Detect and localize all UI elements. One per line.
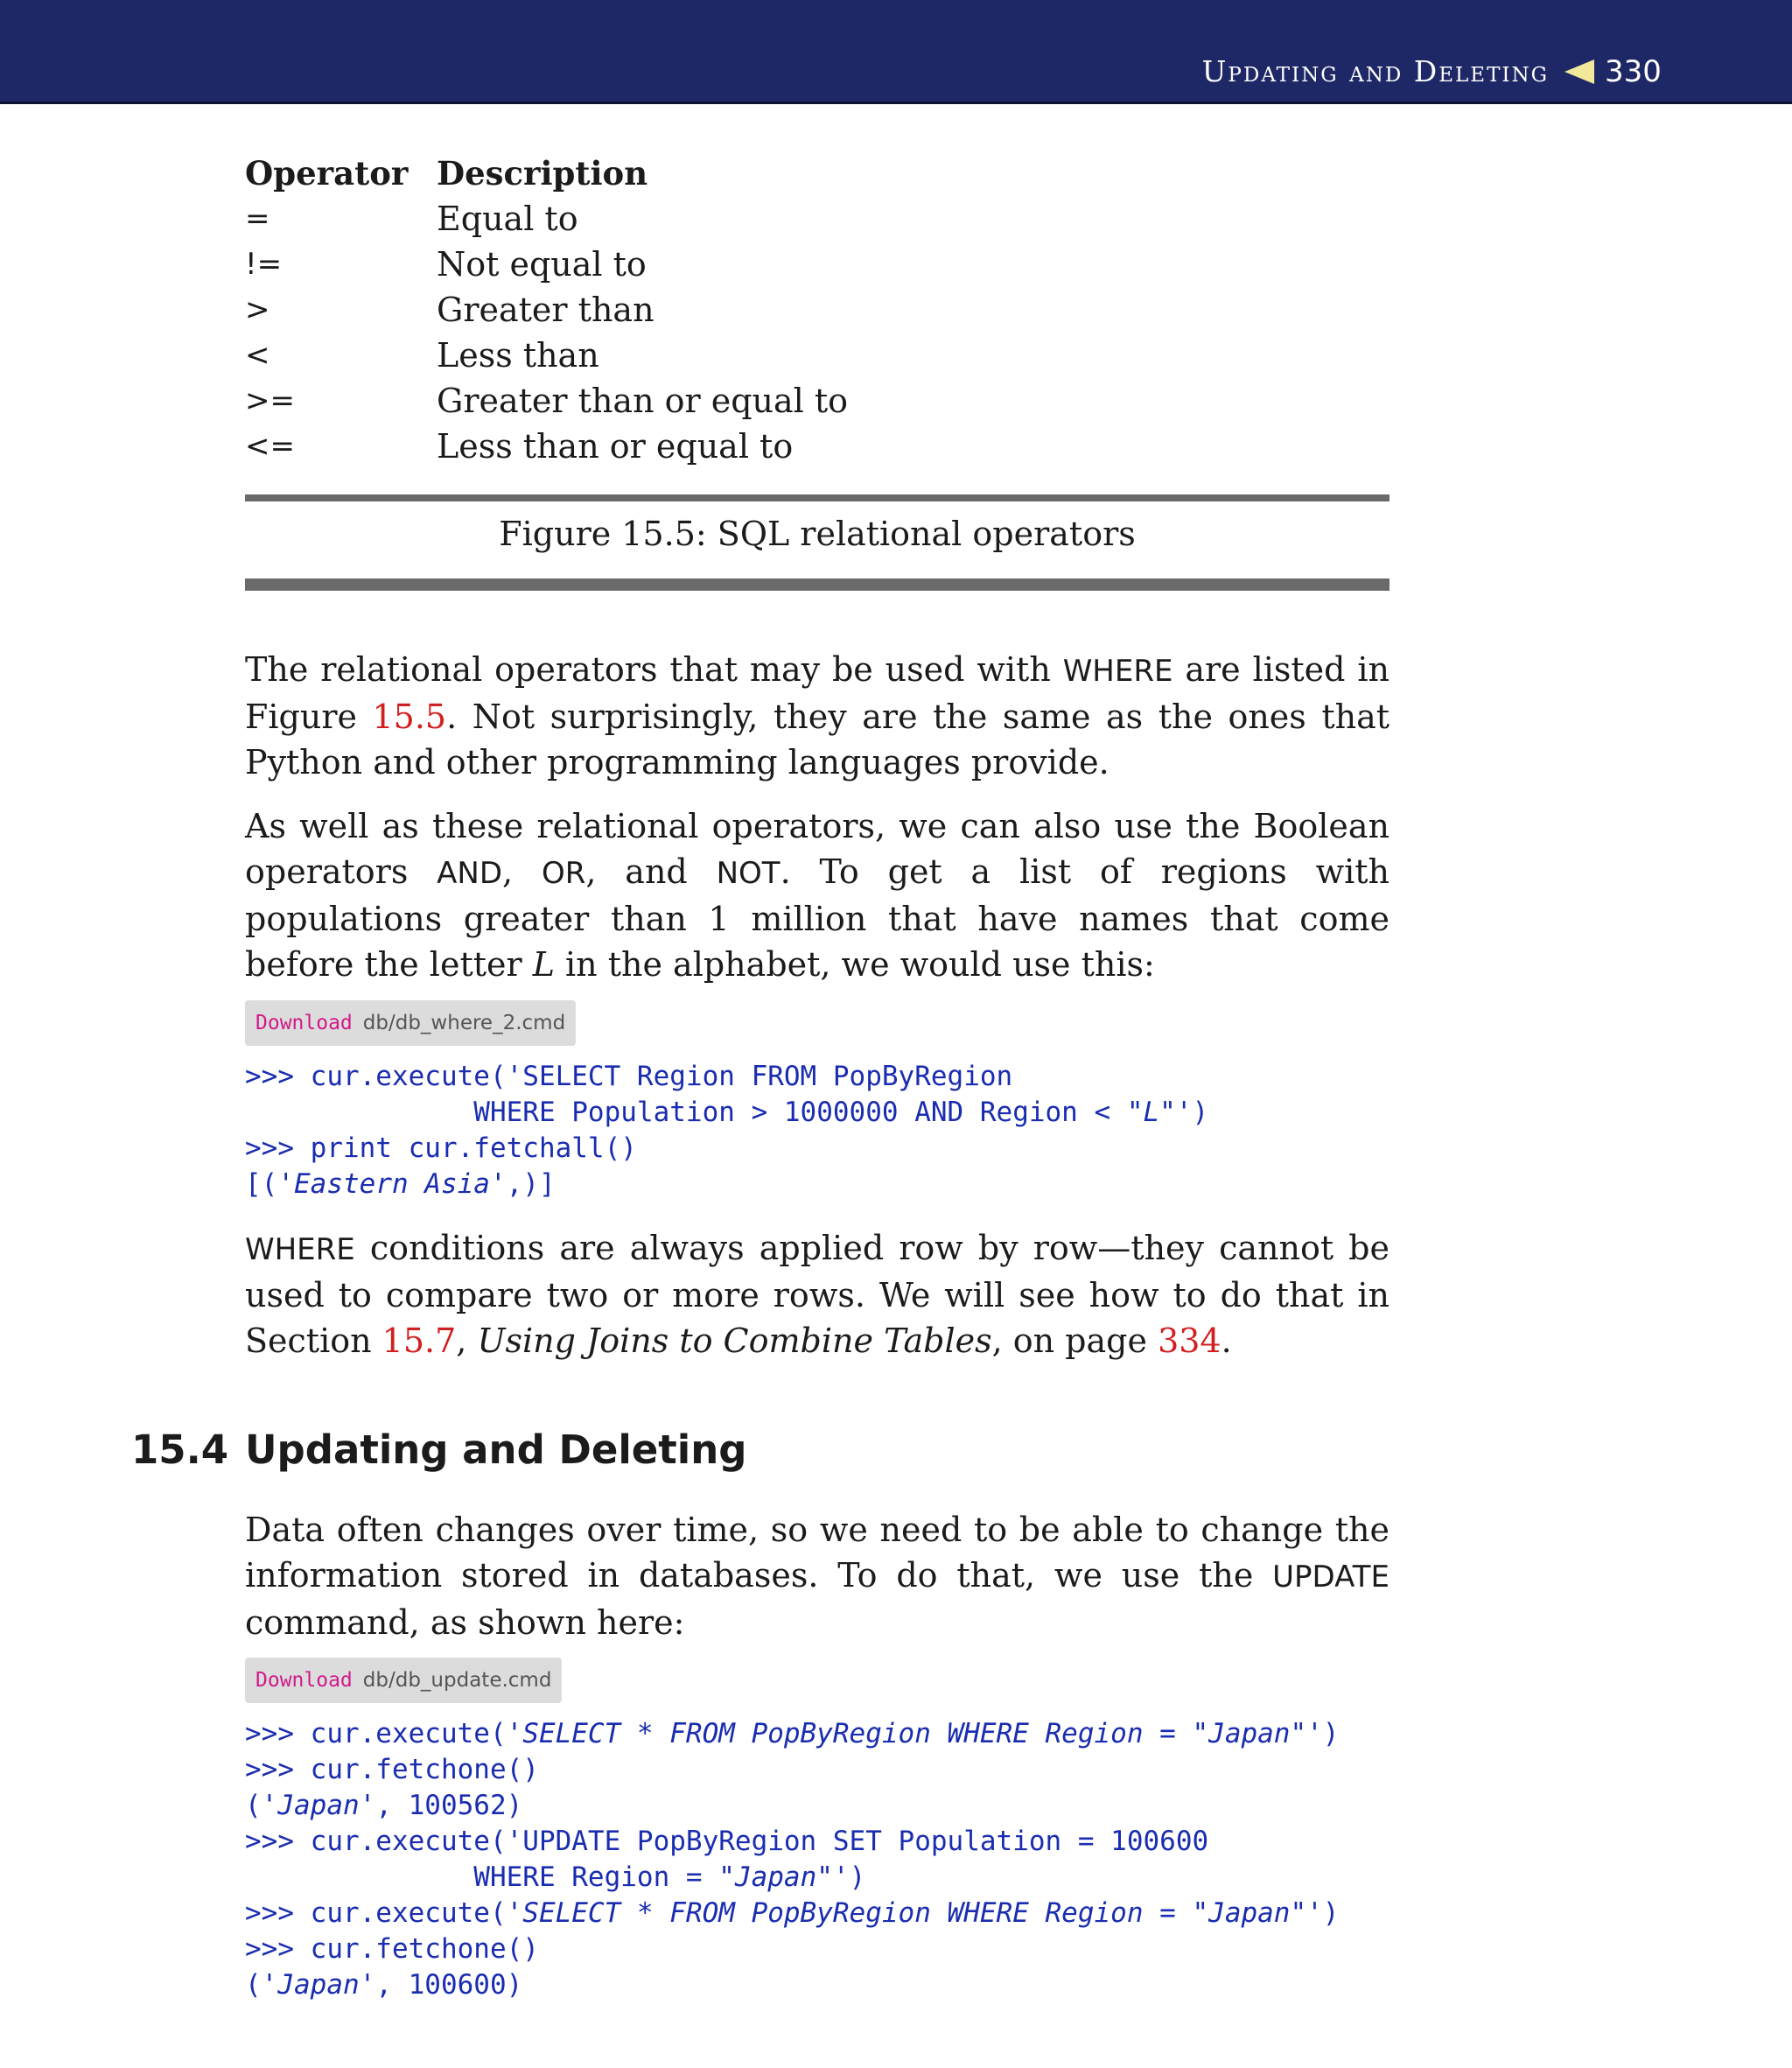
table-row bbox=[245, 424, 848, 469]
paragraph-where-operators: The relational operators that may be used with WHERE are listed in Figure 15.5. Not surprisingly, they are the same as the ones that Python and other programming languages provide. bbox=[245, 650, 1390, 782]
description-cell: Greater than bbox=[437, 291, 654, 329]
keyword-not: NOT bbox=[716, 856, 780, 891]
operator-cell: = bbox=[245, 201, 270, 236]
operator-cell: >= bbox=[245, 383, 295, 418]
keyword-where: WHERE bbox=[1062, 654, 1173, 689]
figure-link[interactable]: 15.5 bbox=[372, 698, 447, 736]
keyword-and: AND bbox=[437, 856, 503, 891]
description-cell: Greater than or equal to bbox=[437, 382, 849, 420]
description-cell: Less than or equal to bbox=[437, 427, 794, 466]
code-line: WHERE Population > 1000000 AND Region < "L"') bbox=[245, 1097, 1209, 1128]
download-link-update[interactable] bbox=[245, 1658, 562, 1703]
keyword-update: UPDATE bbox=[1272, 1560, 1390, 1595]
header-description: Description bbox=[437, 154, 648, 193]
code-block-where bbox=[245, 1059, 1208, 1202]
figure-rule-top bbox=[245, 494, 1390, 501]
code-line: >>> cur.fetchone() bbox=[245, 1933, 539, 1965]
keyword-or: OR bbox=[541, 856, 586, 891]
running-header-title: Updating and Deleting bbox=[1201, 54, 1549, 88]
table-row bbox=[245, 287, 848, 333]
operators-table bbox=[245, 151, 848, 469]
table-header-row bbox=[245, 151, 848, 196]
section-title-ref: Using Joins to Combine Tables bbox=[477, 1321, 992, 1360]
operator-cell: <= bbox=[245, 429, 295, 464]
table-row bbox=[245, 333, 848, 378]
figure-rule-bottom bbox=[245, 578, 1390, 591]
keyword-where: WHERE bbox=[245, 1232, 355, 1267]
operator-cell: > bbox=[245, 292, 270, 327]
header-operator: Operator bbox=[245, 154, 409, 193]
download-link-where[interactable] bbox=[245, 1000, 576, 1046]
description-cell: Less than bbox=[437, 336, 599, 375]
download-label: Download bbox=[256, 1669, 353, 1692]
figure-caption: Figure 15.5: SQL relational operators bbox=[499, 515, 1136, 553]
table-row bbox=[245, 378, 848, 424]
paragraph-update: Data often changes over time, so we need to be able to change the information stored in databases. To do that, we use the UPDATE command, as shown here: bbox=[245, 1511, 1390, 1642]
code-line: >>> cur.execute('UPDATE PopByRegion SET Population = 100600 bbox=[245, 1826, 1209, 1857]
prev-page-arrow-icon[interactable] bbox=[1564, 60, 1594, 84]
code-line: >>> print cur.fetchall() bbox=[245, 1132, 637, 1164]
page-number: 330 bbox=[1605, 54, 1662, 89]
code-line: WHERE Region = "Japan"') bbox=[245, 1861, 866, 1893]
table-row bbox=[245, 242, 848, 287]
code-line: ('Japan', 100600) bbox=[245, 1969, 523, 2001]
operator-cell: != bbox=[245, 247, 283, 282]
operator-cell: < bbox=[245, 338, 270, 373]
download-label: Download bbox=[256, 1012, 353, 1034]
code-line: >>> cur.execute('SELECT * FROM PopByRegion WHERE Region = "Japan"') bbox=[245, 1897, 1340, 1929]
code-line: >>> cur.execute('SELECT Region FROM PopByRegion bbox=[245, 1061, 1013, 1092]
download-path: db/db_update.cmd bbox=[362, 1669, 552, 1692]
letter-l: L bbox=[532, 945, 555, 984]
running-header bbox=[0, 0, 1792, 104]
download-path: db/db_where_2.cmd bbox=[362, 1012, 566, 1034]
code-line: >>> cur.execute('SELECT * FROM PopByRegion WHERE Region = "Japan"') bbox=[245, 1718, 1340, 1749]
section-link[interactable]: 15.7 bbox=[382, 1321, 457, 1360]
code-block-update bbox=[245, 1716, 1339, 2003]
table-row bbox=[245, 196, 848, 242]
page-link[interactable]: 334 bbox=[1158, 1321, 1222, 1360]
code-line: ('Japan', 100562) bbox=[245, 1790, 523, 1821]
description-cell: Not equal to bbox=[437, 245, 647, 284]
description-cell: Equal to bbox=[437, 200, 578, 238]
paragraph-boolean-operators: As well as these relational operators, we can also use the Boolean operators AND, OR, and NOT. To get a list of regions with populations greater than 1 million that have names that come before the letter L in the alphabet, we would use this: bbox=[245, 807, 1390, 984]
section-number: 15.4 bbox=[131, 1427, 229, 1473]
section-title: Updating and Deleting bbox=[245, 1427, 747, 1473]
code-line: [('Eastern Asia',)] bbox=[245, 1168, 556, 1200]
code-line: >>> cur.fetchone() bbox=[245, 1754, 539, 1785]
paragraph-row-by-row: WHERE conditions are always applied row by row—they cannot be used to compare two or more rows. We will see how to do that in Section 15.7, Using Joins to Combine Tables, on page 334. bbox=[245, 1229, 1390, 1360]
